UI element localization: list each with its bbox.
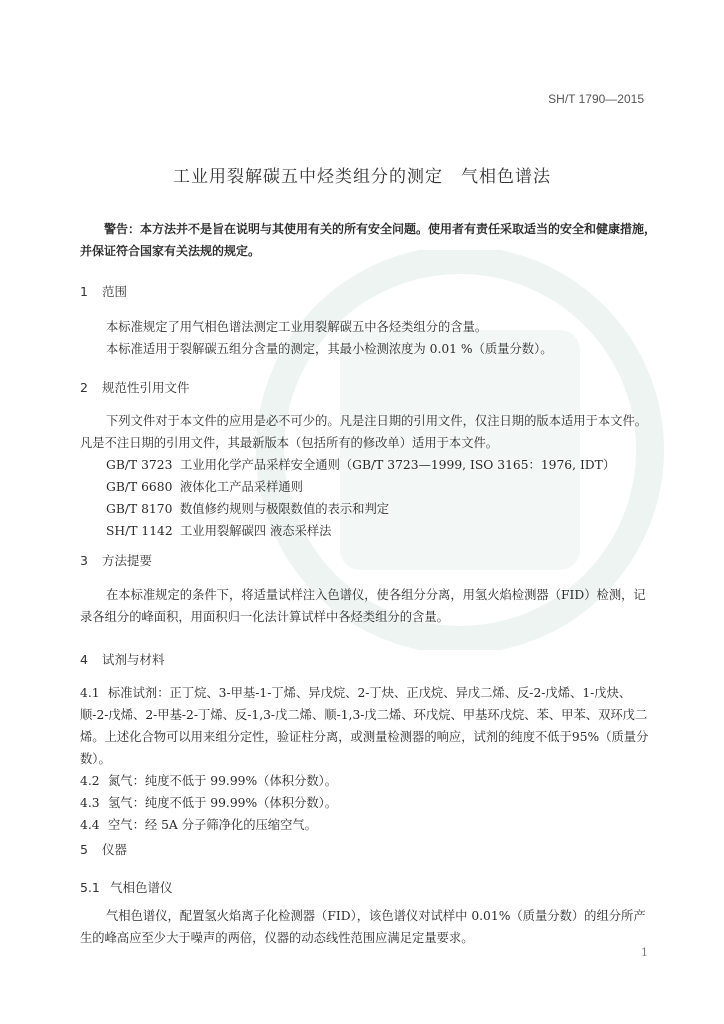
clause-text: 标准试剂：正丁烷、3-甲基-1-丁烯、异戊烷、2-丁炔、正戊烷、异戊二烯、反-2-戊烯、1-戊炔、顺-2-戊烯、2-甲基-2-丁烯、反-1,3-戊二烯、顺-1,3-戊二烯、环戊烷、甲基环戊烷、苯、甲苯、双环戊二烯。上述化合物可以用来组分定性，验证柱分离，或测量检测器的响应，试剂的纯度不低于95%（质量分数）。	[80, 686, 649, 766]
warning-paragraph: 警告：本方法并不是旨在说明与其使用有关的所有安全问题。使用者有责任采取适当的安全和健康措施，并保证符合国家有关法规的规定。	[80, 222, 657, 258]
clause-number: 4.2	[80, 774, 100, 788]
section-5-body	[80, 905, 656, 949]
section-4-body	[80, 682, 656, 836]
paragraph: 气相色谱仪，配置氢火焰离子化检测器（FID），该色谱仪对试样中 0.01%（质量分数）的组分所产生的峰高应至少大于噪声的两倍，仪器的动态线性范围应满足定量要求。	[80, 909, 646, 945]
standard-code: SH/T 1790—2015	[548, 92, 644, 106]
section-title: 方法提要	[102, 553, 153, 568]
reference-title: 液体化工产品采样通则	[180, 480, 303, 494]
section-title: 规范性引用文件	[102, 380, 190, 395]
reference-item	[80, 498, 656, 520]
clause-4-1	[80, 682, 656, 770]
clause-number: 4.3	[80, 796, 100, 810]
section-1-body	[80, 316, 656, 360]
section-number: 3	[80, 553, 88, 568]
section-title: 范围	[102, 284, 128, 299]
reference-title: 数值修约规则与极限数值的表示和判定	[180, 502, 390, 516]
subsection-number: 5.1	[80, 880, 100, 895]
paragraph: 在本标准规定的条件下，将适量试样注入色谱仪，使各组分分离，用氢火焰检测器（FID）检测，记录各组分的峰面积，用面积归一化法计算试样中各烃类组分的含量。	[80, 588, 646, 624]
section-3-heading	[80, 551, 152, 569]
section-number: 4	[80, 652, 88, 667]
subsection-title: 气相色谱仪	[110, 880, 173, 895]
section-title: 仪器	[102, 842, 128, 857]
clause-4-4	[80, 814, 656, 836]
section-1-heading	[80, 282, 127, 300]
subsection-5-1-heading	[80, 878, 173, 896]
clause-number: 4.1	[80, 686, 100, 700]
clause-4-3	[80, 792, 656, 814]
reference-item	[80, 520, 656, 542]
reference-code: GB/T 6680	[106, 480, 173, 494]
section-number: 1	[80, 284, 88, 299]
document-title: 工业用裂解碳五中烃类组分的测定 气相色谱法	[173, 167, 551, 187]
section-4-heading	[80, 650, 165, 668]
paragraph: 本标准规定了用气相色谱法测定工业用裂解碳五中各烃类组分的含量。	[106, 320, 488, 334]
clause-text: 空气：经 5A 分子筛净化的压缩空气。	[108, 818, 317, 832]
reference-item	[80, 454, 656, 476]
clause-text: 氢气：纯度不低于 99.99%（体积分数）。	[108, 796, 338, 810]
reference-code: GB/T 3723	[106, 458, 173, 472]
paragraph: 下列文件对于本文件的应用是必不可少的。凡是注日期的引用文件，仅注日期的版本适用于本文件。凡是不注日期的引用文件，其最新版本（包括所有的修改单）适用于本文件。	[80, 414, 648, 450]
reference-item	[80, 476, 656, 498]
clause-number: 4.4	[80, 818, 100, 832]
paragraph: 本标准适用于裂解碳五组分含量的测定，其最小检测浓度为 0.01 %（质量分数）。	[106, 342, 553, 356]
reference-code: GB/T 8170	[106, 502, 173, 516]
section-title: 试剂与材料	[102, 652, 165, 667]
section-2-heading	[80, 378, 190, 396]
section-3-body	[80, 584, 656, 628]
reference-title: 工业用裂解碳四 液态采样法	[180, 524, 332, 538]
section-number: 5	[80, 842, 88, 857]
clause-4-2	[80, 770, 656, 792]
section-2-body	[80, 410, 656, 542]
clause-text: 氮气：纯度不低于 99.99%（体积分数）。	[108, 774, 338, 788]
reference-code: SH/T 1142	[106, 524, 173, 538]
page-number: 1	[641, 946, 648, 959]
reference-title: 工业用化学产品采样安全通则（GB/T 3723—1999, ISO 3165：1976, IDT）	[180, 458, 616, 472]
section-number: 2	[80, 380, 88, 395]
section-5-heading	[80, 840, 127, 858]
